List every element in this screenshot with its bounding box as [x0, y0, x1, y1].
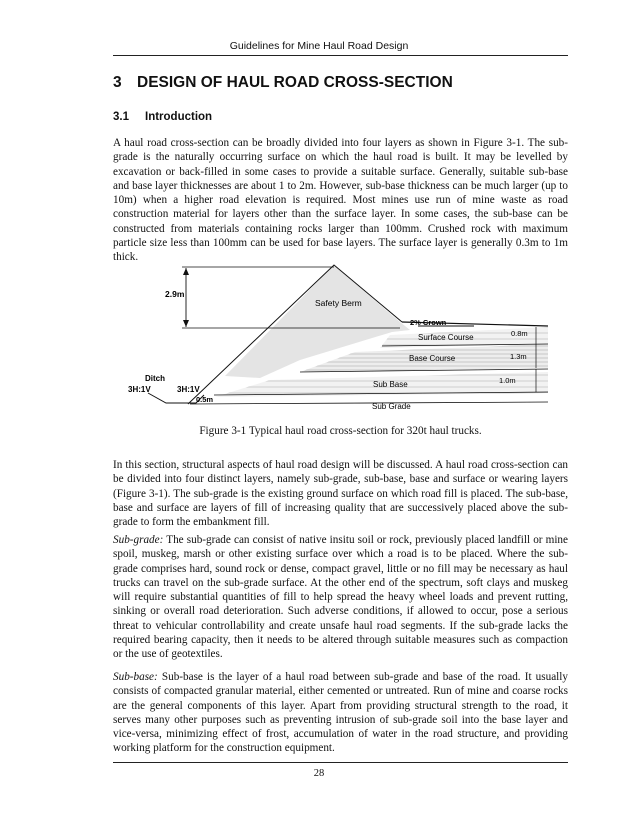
base-course-label: Base Course [409, 354, 456, 363]
subbase-text: Sub-base is the layer of a haul road between sub-grade and base of the road. It usually consists of compacted granular material, either cemented or untreated. Run of mine and coarse rocks are the general components of this layer. Apart from providing structural strength to the road, it serves many other purposes such as preventing intrusion of sub-grade soil into the base layer and vice-versa, minimizing effect of frost, accumulation of water in the road structure, and providing working platform for the construction equipment. [113, 671, 568, 755]
subbase-thickness-label: 1.0m [499, 376, 516, 385]
surface-course-label: Surface Course [418, 333, 474, 342]
crown-label: 2% Crown [410, 318, 447, 327]
surface-thickness-label: 0.8m [511, 329, 528, 338]
left-slope-label: 3H:1V [128, 385, 151, 394]
footer-rule [113, 762, 568, 763]
right-slope-label: 3H:1V [177, 385, 200, 394]
section-intro-paragraph: In this section, structural aspects of haul road design will be discussed. A haul road cross-section can be divided into four distinct layers, namely sub-grade, sub-base, base and surface or wearing layers (Figure 3-1). The sub-grade is the existing ground surface on which road fill is placed. The sub-base, base and surface are layers of fill of increasing quality that are successively placed above the sub-grade to form the embankment fill. [113, 459, 568, 529]
berm-height-arrow-down [183, 320, 189, 327]
ditch-depth-label: 0.5m [196, 395, 214, 404]
safety-berm-label: Safety Berm [315, 298, 362, 308]
subbase-paragraph [113, 670, 568, 756]
sub-grade-label: Sub Grade [372, 402, 411, 411]
base-thickness-label: 1.3m [510, 352, 527, 361]
running-header: Guidelines for Mine Haul Road Design [229, 40, 409, 52]
subgrade-text: The sub-grade can consist of native insitu soil or rock, previously placed landfill or mine spoil, muskeg, marsh or other existing surface over which a road is to be placed. Where the sub-grade comprises hard, sound rock or dense, compact gravel, little or no fill may be necessary as haul trucks can travel on the sub-grade surface. At the other end of the spectrum, soft clays and muskeg will require substantial quantities of fill to help spread the heavy wheel loads and prevent rutting, sinking or overall road deterioration. Such adverse conditions, if allowed to occur, pose a serious threat to vehicular controllability and create unsafe haul road segments. If the sub-grade lacks the required bearing capacity, then it needs to be altered through suitable measures such as compaction or the use of geotextiles. [113, 534, 568, 661]
subgrade-line [190, 402, 548, 404]
berm-height-label: 2.9m [165, 289, 185, 299]
section-title: DESIGN OF HAUL ROAD CROSS-SECTION [137, 74, 453, 91]
subgrade-paragraph [113, 533, 568, 662]
subsection-number: 3.1 [113, 111, 129, 123]
sub-base-label: Sub Base [373, 380, 408, 389]
figure-caption: Figure 3-1 Typical haul road cross-section for 320t haul trucks. [199, 425, 482, 437]
section-number: 3 [113, 74, 122, 91]
subsection-title: Introduction [145, 111, 213, 123]
page-number: 28 [313, 768, 325, 779]
intro-paragraph: A haul road cross-section can be broadly divided into four layers as shown in Figure 3-1. The sub-grade is the naturally occurring surface on which the haul road is built. It may be levelled by excavation or back-filled in some cases to provide a suitable surface. Generally, suitable sub-base and base layer thicknesses are about 1 to 2m. However, sub-base thickness can be much larger (up to 10m) when a higher road elevation is required. Most mines use run of mine waste as road construction material for layers other than the surface layer. In some cases, the sub-base can be constructed from materials containing rocks larger than 100mm. Crushed rock with maximum particle size less than 100mm can be used for base layers. The surface layer is generally 0.3m to 1m thick. [113, 137, 568, 264]
subgrade-term: Sub-grade: [113, 534, 164, 546]
subbase-term: Sub-base: [113, 671, 158, 683]
berm-height-arrow-up [183, 268, 189, 275]
ditch-label: Ditch [145, 374, 165, 383]
